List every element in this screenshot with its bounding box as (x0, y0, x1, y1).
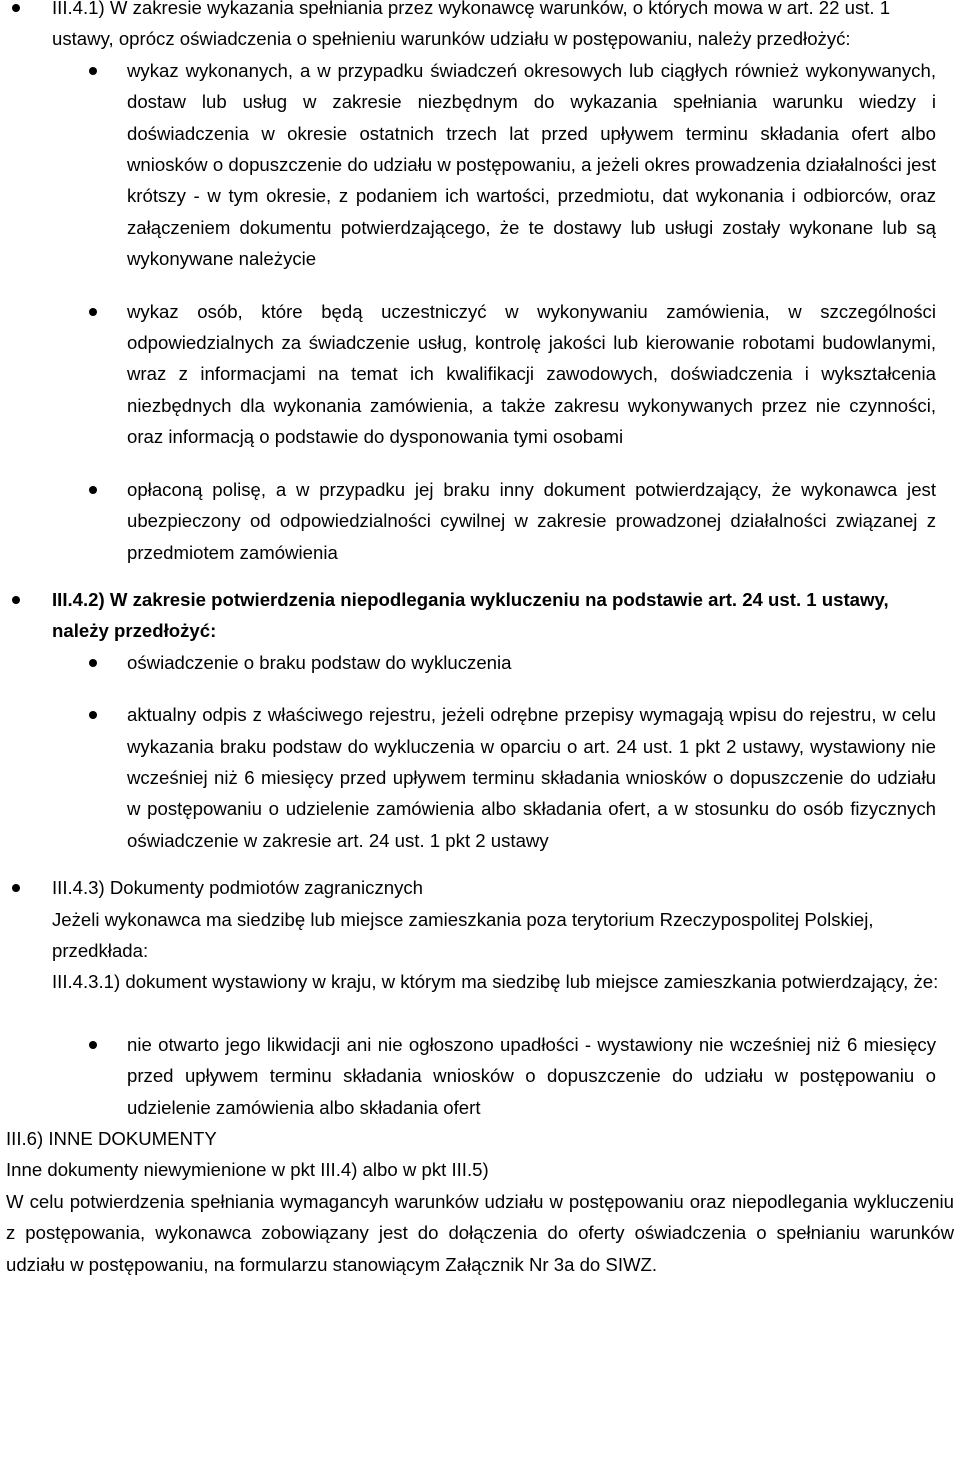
list-item-text: oświadczenie o braku podstaw do wykluczenia (127, 651, 512, 673)
bullet-icon (89, 659, 97, 667)
section-heading: III.4.2) W zakresie potwierdzenia niepodlegania wykluczeniu na podstawie art. 24 ust. 1 ustawy, należy przedłożyć: (52, 588, 889, 642)
list-item-text: opłaconą polisę, a w przypadku jej braku inny dokument potwierdzający, że wykonawca jest ubezpieczony od odpowiedzialności cywilnej w zakresie prowadzonej działalności związanej z przedmiotem zamówienia (127, 478, 936, 563)
bullet-icon (12, 4, 20, 12)
bullet-icon (12, 884, 20, 892)
list-item-text: nie otwarto jego likwidacji ani nie ogłoszono upadłości - wystawiony nie wcześniej niż 6 miesięcy przed upływem terminu składania wniosków o dopuszczenie do udziału w postępowaniu o udzielenie zamówienia albo składania ofert (127, 1033, 936, 1118)
list-item (0, 296, 960, 453)
section-iii-6 (0, 1123, 960, 1280)
bullet-icon (89, 486, 97, 494)
list-item (0, 55, 960, 275)
bullet-icon (89, 711, 97, 719)
section-heading: III.4.3) Dokumenty podmiotów zagranicznych (52, 877, 424, 899)
section-subheading: III.4.3.1) dokument wystawiony w kraju, w którym ma siedzibę lub miejsce zamieszkania potwierdzający, że: (52, 971, 939, 993)
bullet-icon (89, 308, 97, 316)
section-heading: III.4.1) W zakresie wykazania spełniania przez wykonawcę warunków, o których mowa w art. 22 ust. 1 ustawy, oprócz oświadczenia o spełnieniu warunków udziału w postępowaniu, należy przedłożyć: (52, 0, 891, 50)
bullet-icon (12, 596, 20, 604)
section-paragraph: W celu potwierdzenia spełniania wymagancyh warunków udziału w postępowaniu oraz niepodlegania wykluczeniu z postępowania, wykonawca zobowiązany jest do dołączenia do oferty oświadczenia o spełnianiu warunków udziału w postępowaniu, na formularzu stanowiącym Załącznik Nr 3a do SIWZ. (6, 1190, 954, 1275)
section-subheading: Inne dokumenty niewymienione w pkt III.4) albo w pkt III.5) (6, 1159, 489, 1181)
section-iii-4-1 (0, 0, 960, 55)
bullet-icon (89, 1041, 97, 1049)
list-item (0, 699, 960, 856)
list-item (0, 1029, 960, 1123)
bullet-icon (89, 67, 97, 75)
list-item-text: aktualny odpis z właściwego rejestru, jeżeli odrębne przepisy wymagają wpisu do rejestru, w celu wykazania braku podstaw do wykluczenia w oparciu o art. 24 ust. 1 pkt 2 ustawy, wystawiony nie wcześniej niż 6 miesięcy przed upływem terminu składania wniosków o dopuszczenie do udziału w postępowaniu o udzielenie zamówienia albo składania ofert, a w stosunku do osób fizycznych oświadczenie w zakresie art. 24 ust. 1 pkt 2 ustawy (127, 704, 936, 851)
section-heading: III.6) INNE DOKUMENTY (6, 1128, 217, 1149)
section-iii-4-3 (0, 872, 960, 998)
list-item (0, 474, 960, 568)
list-item-text: wykaz osób, które będą uczestniczyć w wykonywaniu zamówienia, w szczególności odpowiedzialnych za świadczenie usług, kontrolę jakości lub kierowanie robotami budowlanymi, wraz z informacjami na temat ich kwalifikacji zawodowych, doświadczenia i wykształcenia niezbędnych dla wykonania zamówienia, a także zakresu wykonywanych przez nie czynności, oraz informacją o podstawie do dysponowania tymi osobami (127, 300, 936, 448)
section-iii-4-2 (0, 584, 960, 647)
list-item (0, 647, 960, 678)
section-intro: Jeżeli wykonawca ma siedzibę lub miejsce zamieszkania poza terytorium Rzeczypospolitej Polskiej, przedkłada: (52, 908, 874, 961)
list-item-text: wykaz wykonanych, a w przypadku świadczeń okresowych lub ciągłych również wykonywanych, dostaw lub usług w zakresie niezbędnym do wykazania spełniania warunku wiedzy i doświadczenia w okresie ostatnich trzech lat przed upływem terminu składania ofert albo wniosków o dopuszczenie do udziału w postępowaniu, a jeżeli okres prowadzenia działalności jest krótszy - w tym okresie, z podaniem ich wartości, przedmiotu, dat wykonania i odbiorców, oraz załączeniem dokumentu potwierdzającego, że te dostawy lub usługi zostały wykonane lub są wykonywane należycie (127, 59, 936, 270)
